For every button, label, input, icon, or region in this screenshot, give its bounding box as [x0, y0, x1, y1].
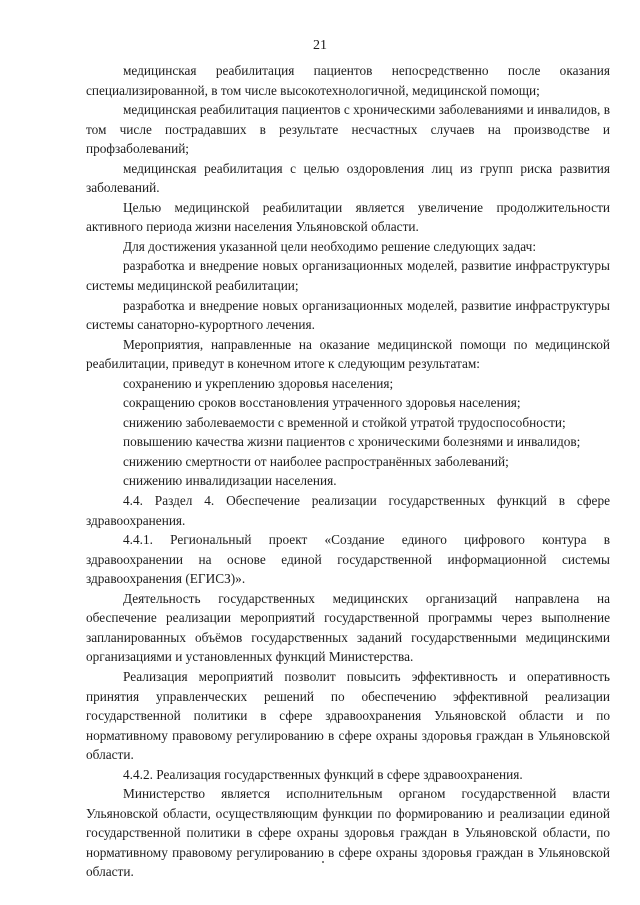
section-heading-4-4-2: 4.4.2. Реализация государственных функций в сфере здравоохранения.: [123, 766, 523, 782]
paragraph-medical-orgs: Деятельность государственных медицинских организаций направлена на обеспечение реализации мероприятий государственной программы через выполнение запланированных объёмов государственных заданий государственными медицинскими организациями и установленных функций Министерства.: [86, 590, 610, 665]
paragraph-rehab-chronic: медицинская реабилитация пациентов с хроническими заболеваниями и инвалидов, в том числе пострадавших в результате несчастных случаев на производстве и профзаболеваний;: [86, 102, 610, 157]
paragraph-result-disability: снижению инвалидизации населения.: [123, 473, 337, 489]
scan-speck: [322, 861, 324, 863]
body-text: [86, 61, 610, 882]
paragraph-result-quality: повышению качества жизни пациентов с хроническими болезнями и инвалидов;: [123, 434, 581, 450]
paragraph-result-mortality: снижению смертности от наиболее распространённых заболеваний;: [123, 453, 509, 469]
paragraph-results-intro: Мероприятия, направленные на оказание медицинской помощи по медицинской реабилитации, приведут в конечном итоге к следующим результатам:: [86, 336, 610, 372]
page-number: 21: [313, 38, 327, 53]
paragraph-result-morbidity: снижению заболеваемости с временной и стойкой утратой трудоспособности;: [123, 414, 566, 430]
paragraph-rehab-after-hightech: медицинская реабилитация пациентов непосредственно после оказания специализированной, в том числе высокотехнологичной, медицинской помощи;: [86, 63, 610, 98]
paragraph-task-sanatorium-models: разработка и внедрение новых организационных моделей, развитие инфраструктуры системы санаторно-курортного лечения.: [86, 297, 610, 333]
paragraph-rehab-goal: Целью медицинской реабилитации является увеличение продолжительности активного периода жизни населения Ульяновской области.: [86, 199, 610, 235]
paragraph-task-rehab-models: разработка и внедрение новых организационных моделей, развитие инфраструктуры системы медицинской реабилитации;: [86, 258, 610, 294]
paragraph-ministry: Министерство является исполнительным органом государственной власти Ульяновской области, осуществляющим функции по формированию и реализации единой государственной политики в сфере охраны здоровья граждан в Ульяновской области, по нормативному правовому регулированию в сфере охраны здоровья граждан в Ульяновской области.: [86, 786, 610, 880]
paragraph-result-health: сохранению и укреплению здоровья населения;: [123, 375, 394, 391]
section-heading-4-4-1: 4.4.1. Региональный проект «Создание единого цифрового контура в здравоохранении на основе единой государственной информационной системы здравоохранения (ЕГИСЗ)».: [86, 532, 610, 587]
paragraph-efficiency: Реализация мероприятий позволит повысить эффективность и оперативность принятия управленческих решений по обеспечению эффективной реализации государственной политики в сфере здравоохранения Ульяновской области и по нормативному правовому регулированию в сфере охраны здоровья граждан в Ульяновской области.: [86, 668, 610, 763]
paragraph-result-recovery: сокращению сроков восстановления утраченного здоровья населения;: [123, 395, 521, 411]
paragraph-tasks-intro: Для достижения указанной цели необходимо решение следующих задач:: [123, 238, 537, 254]
section-heading-4-4: 4.4. Раздел 4. Обеспечение реализации государственных функций в сфере здравоохранения.: [86, 493, 610, 528]
paragraph-rehab-risk-groups: медицинская реабилитация с целью оздоровления лиц из групп риска развития заболеваний.: [86, 160, 610, 196]
